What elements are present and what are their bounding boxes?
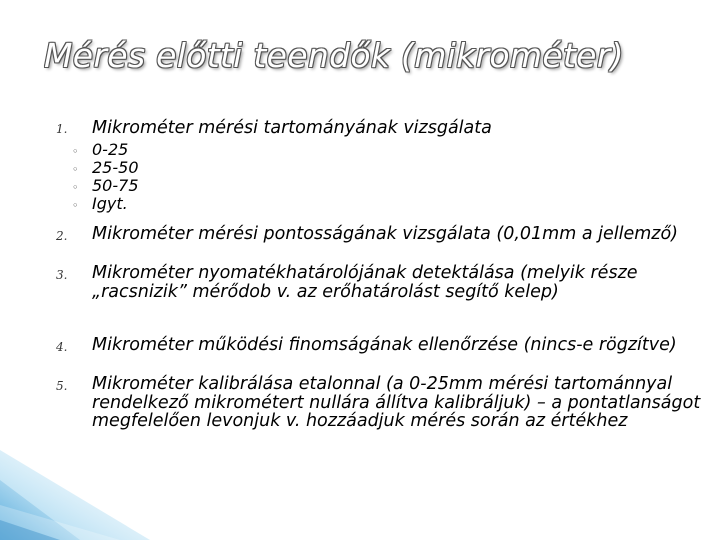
sub-list-item: 0-25 — [92, 140, 129, 159]
slide-title: Mérés előtti teendők (mikrométer) — [44, 36, 624, 75]
sub-list-item: 50-75 — [92, 176, 139, 195]
list-item: Mikrométer kalibrálása etalonnal (a 0-25mm mérési tartománnyal rendelkező mikrométert nullára állítva kalibráljuk) – a pontatlanságot megfelelően levonjuk v. hozzáadjuk mérés során az értékhez — [92, 374, 701, 431]
list-number: 1. — [56, 122, 68, 136]
list-item: Mikrométer mérési pontosságának vizsgálata (0,01mm a jellemző) — [92, 224, 679, 244]
bullet-icon: ◦ — [72, 145, 79, 158]
bullet-icon: ◦ — [72, 181, 79, 194]
bullet-icon: ◦ — [72, 199, 79, 212]
corner-decoration — [0, 450, 160, 540]
list-item: Mikrométer működési finomságának ellenőrzése (nincs-e rögzítve) — [92, 335, 677, 355]
list-item: Mikrométer mérési tartományának vizsgálata — [92, 118, 492, 138]
list-item: Mikrométer nyomatékhatárolójának detektálása (melyik része „racsnizik” mérődob v. az erőhatárolást segítő kelep) — [92, 263, 638, 302]
list-number: 4. — [56, 340, 68, 354]
list-number: 2. — [56, 229, 68, 243]
bullet-icon: ◦ — [72, 163, 79, 176]
list-number: 3. — [56, 268, 68, 282]
list-number: 5. — [56, 379, 68, 393]
sub-list-item: 25-50 — [92, 158, 139, 177]
sub-list-item: Igyt. — [92, 194, 128, 213]
